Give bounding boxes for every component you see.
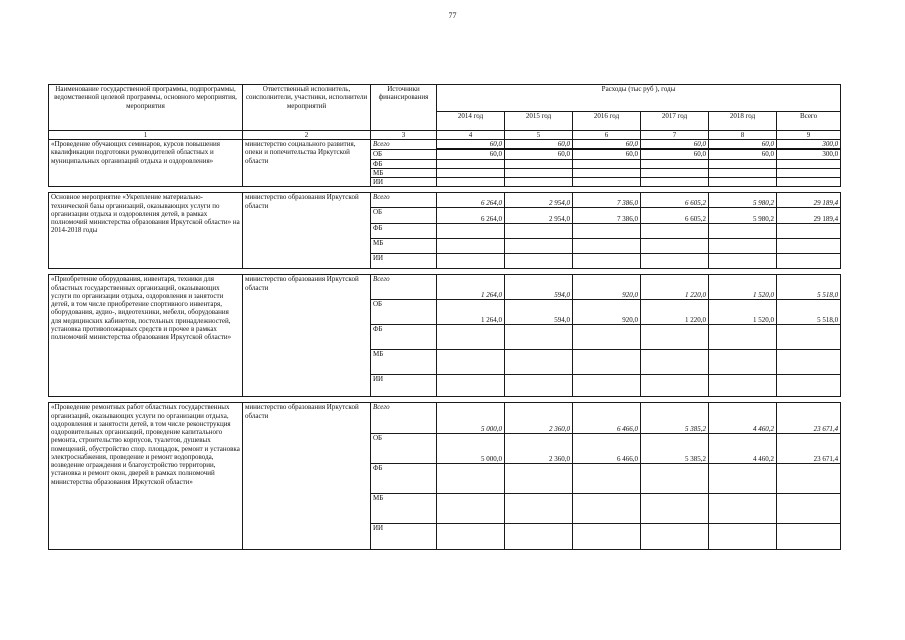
total-cell: 5 385,2	[641, 403, 709, 434]
source-label: МБ	[371, 494, 437, 524]
column-number: 3	[371, 131, 437, 140]
total-cell: 594,0	[505, 275, 573, 300]
total-cell: 5 980,2	[709, 193, 777, 208]
ob-cell: 5 518,0	[777, 300, 841, 325]
total-cell: 7 386,0	[573, 193, 641, 208]
total-cell: 6 605,2	[641, 193, 709, 208]
total-cell: 29 189,4	[777, 193, 841, 208]
ob-cell: 1 264,0	[437, 300, 505, 325]
ob-cell: 60,0	[709, 149, 777, 159]
column-number: 9	[777, 131, 841, 140]
total-cell: 23 671,4	[777, 403, 841, 434]
ob-cell: 6 264,0	[437, 208, 505, 224]
ob-cell: 6 466,0	[573, 434, 641, 464]
ob-cell: 300,0	[777, 149, 841, 159]
activity-name: «Проведение ремонтных работ областных государственных организаций, оказывающих услуги по организации отдыха, оздоровления и занятости детей, в том числе реконструкция оздоровительных организаций, проведение капитального ремонта, строительство корпусов, туалетов, душевых помещений, обустройство спор. площадок, ремонт и установка электроснабжения, проведение и ремонт водопровода, возведение ограждения и благоустройство территории, установка и ремонт окон, дверей в рамках полномочий министерства образования Иркутской области»	[49, 403, 243, 550]
total-cell: 60,0	[573, 140, 641, 150]
total-cell: 2 954,0	[505, 193, 573, 208]
source-label: Всего	[371, 193, 437, 208]
header-source-column: Источники финансирования	[371, 85, 437, 131]
column-number: 7	[641, 131, 709, 140]
ob-cell: 4 460,2	[709, 434, 777, 464]
total-cell: 300,0	[777, 140, 841, 150]
table-row	[49, 140, 841, 150]
column-number: 8	[709, 131, 777, 140]
responsible-executor: министерство социального развития, опеки и попечительства Иркутской области	[243, 140, 371, 187]
ob-cell: 594,0	[505, 300, 573, 325]
column-number: 5	[505, 131, 573, 140]
activity-name: Основное мероприятие «Укрепление материально-технической базы организаций, оказывающих услуги по организации отдыха и оздоровления детей, в рамках полномочий министерства образования Иркутской области» на 2014-2018 годы	[49, 193, 243, 269]
header-year-2014: 2014 год	[437, 112, 505, 131]
header-year-2016: 2016 год	[573, 112, 641, 131]
source-label: Всего	[371, 275, 437, 300]
ob-cell: 7 386,0	[573, 208, 641, 224]
ob-cell: 29 189,4	[777, 208, 841, 224]
ob-cell: 5 385,2	[641, 434, 709, 464]
page-number: 77	[448, 11, 457, 20]
source-label: ИИ	[371, 254, 437, 269]
total-cell: 920,0	[573, 275, 641, 300]
activity-name: «Проведение обучающих семинаров, курсов повышения квалификации подготовки руководителей областных и муниципальных организаций отдыха и оздоровления»	[49, 140, 243, 187]
ob-cell: 5 980,2	[709, 208, 777, 224]
column-number: 2	[243, 131, 371, 140]
responsible-executor: министерство образования Иркутской области	[243, 275, 371, 397]
header-year-2018: 2018 год	[709, 112, 777, 131]
ob-cell: 2 954,0	[505, 208, 573, 224]
source-label: Всего	[371, 140, 437, 150]
column-number: 1	[49, 131, 243, 140]
ob-cell: 60,0	[573, 149, 641, 159]
source-label: ФБ	[371, 159, 437, 168]
source-label: ИИ	[371, 375, 437, 397]
ob-cell: 60,0	[437, 149, 505, 159]
total-cell: 5 518,0	[777, 275, 841, 300]
source-label: ИИ	[371, 178, 437, 187]
source-label: МБ	[371, 239, 437, 254]
total-cell: 60,0	[641, 140, 709, 150]
total-cell: 1 220,0	[641, 275, 709, 300]
total-cell: 60,0	[709, 140, 777, 150]
source-label: ИИ	[371, 524, 437, 550]
total-cell: 2 360,0	[505, 403, 573, 434]
ob-cell: 60,0	[641, 149, 709, 159]
source-label: ОБ	[371, 434, 437, 464]
responsible-executor: министерство образования Иркутской области	[243, 403, 371, 550]
total-cell: 1 264,0	[437, 275, 505, 300]
header-year-2017: 2017 год	[641, 112, 709, 131]
column-number: 6	[573, 131, 641, 140]
header-year-2015: 2015 год	[505, 112, 573, 131]
column-number: 4	[437, 131, 505, 140]
source-label: ОБ	[371, 300, 437, 325]
ob-cell: 23 671,4	[777, 434, 841, 464]
header-expenses: Расходы (тыс руб ), годы	[437, 85, 841, 112]
total-cell: 4 460,2	[709, 403, 777, 434]
source-label: МБ	[371, 168, 437, 177]
header-name-column: Наименование государственной программы, подпрограммы, ведомственной целевой программы, основного мероприятия, мероприятия	[49, 85, 243, 131]
ob-cell: 5 000,0	[437, 434, 505, 464]
total-cell: 6 466,0	[573, 403, 641, 434]
activity-name: «Приобретение оборудования, инвентаря, техники для областных государственных организаций, оказывающих услуги по организации отдыха, оздоровления и занятости детей, в том числе приобретение спортивного инвентаря, оборудования, аудио-, видеотехники, мебели, оборудования для медицинских кабинетов, постельных принадлежностей, установка противопожарных средств и прочее в рамках полномочий министерства образования Иркутской области»	[49, 275, 243, 397]
source-label: ФБ	[371, 464, 437, 494]
ob-cell: 2 360,0	[505, 434, 573, 464]
total-cell: 60,0	[437, 140, 505, 150]
total-cell: 6 264,0	[437, 193, 505, 208]
column-numbers-row	[49, 131, 841, 140]
ob-cell: 920,0	[573, 300, 641, 325]
responsible-executor: министерство образования Иркутской области	[243, 193, 371, 269]
header-responsible-column: Ответственный исполнитель, соисполнители, участники, исполнители мероприятий	[243, 85, 371, 131]
source-label: ОБ	[371, 208, 437, 224]
ob-cell: 1 520,0	[709, 300, 777, 325]
source-label: МБ	[371, 350, 437, 375]
source-label: ФБ	[371, 325, 437, 350]
source-label: Всего	[371, 403, 437, 434]
expenses-table	[48, 84, 841, 550]
ob-cell: 1 220,0	[641, 300, 709, 325]
total-cell: 5 000,0	[437, 403, 505, 434]
source-label: ОБ	[371, 149, 437, 159]
ob-cell: 60,0	[505, 149, 573, 159]
header-total: Всего	[777, 112, 841, 131]
source-label: ФБ	[371, 224, 437, 239]
total-cell: 1 520,0	[709, 275, 777, 300]
table-row	[49, 275, 841, 300]
table-row	[49, 403, 841, 434]
total-cell: 60,0	[505, 140, 573, 150]
table-row	[49, 193, 841, 208]
ob-cell: 6 605,2	[641, 208, 709, 224]
